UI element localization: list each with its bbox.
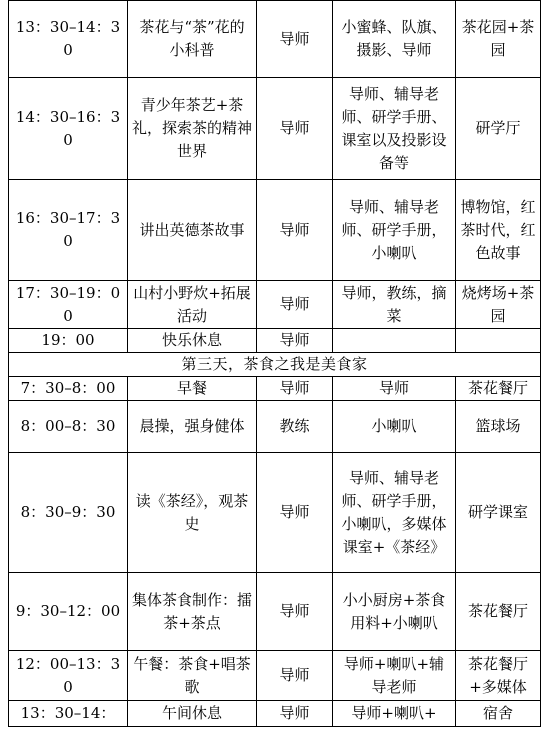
activity-cell: 午间休息: [128, 701, 257, 727]
table-row: [9, 453, 541, 573]
materials-cell: 导师+喇叭+辅导老师: [333, 651, 456, 701]
table-row: [9, 1, 541, 78]
location-cell: 宿舍: [456, 701, 541, 727]
location-cell: 博物馆，红茶时代，红色故事: [456, 180, 541, 281]
table-row: [9, 573, 541, 651]
location-cell: 研学厅: [456, 78, 541, 180]
activity-cell: 集体茶食制作：擂茶+茶点: [128, 573, 257, 651]
time-cell: 8：00–8：30: [9, 401, 128, 453]
materials-cell: 导师、辅导老师、研学手册，小喇叭: [333, 180, 456, 281]
responsible-cell: 导师: [257, 573, 333, 651]
responsible-cell: 导师: [257, 377, 333, 401]
time-cell: 12：00–13：30: [9, 651, 128, 701]
materials-cell: 导师+喇叭+: [333, 701, 456, 727]
activity-cell: 读《茶经》，观茶史: [128, 453, 257, 573]
activity-cell: 午餐：茶食+唱茶歌: [128, 651, 257, 701]
materials-cell: [333, 329, 456, 353]
location-cell: 研学课室: [456, 453, 541, 573]
materials-cell: 导师、辅导老师、研学手册、课室以及投影设备等: [333, 78, 456, 180]
activity-cell: 快乐休息: [128, 329, 257, 353]
responsible-cell: 导师: [257, 78, 333, 180]
location-cell: 茶花餐厅: [456, 573, 541, 651]
location-cell: 茶花餐厅: [456, 377, 541, 401]
materials-cell: 导师: [333, 377, 456, 401]
table-row: [9, 701, 541, 727]
responsible-cell: 导师: [257, 180, 333, 281]
responsible-cell: 教练: [257, 401, 333, 453]
location-cell: 茶花园+茶园: [456, 1, 541, 78]
materials-cell: 小喇叭: [333, 401, 456, 453]
responsible-cell: 导师: [257, 329, 333, 353]
table-row: [9, 180, 541, 281]
table-row: [9, 401, 541, 453]
schedule-table: [8, 0, 541, 727]
table-row: [9, 281, 541, 329]
responsible-cell: 导师: [257, 1, 333, 78]
section-row: [9, 353, 541, 377]
location-cell: 茶花餐厅+多媒体: [456, 651, 541, 701]
table-row: [9, 329, 541, 353]
responsible-cell: 导师: [257, 453, 333, 573]
time-cell: 17：30–19：00: [9, 281, 128, 329]
activity-cell: 早餐: [128, 377, 257, 401]
materials-cell: 导师、辅导老师、研学手册，小喇叭，多媒体课室+《茶经》: [333, 453, 456, 573]
activity-cell: 茶花与“茶”花的小科普: [128, 1, 257, 78]
responsible-cell: 导师: [257, 651, 333, 701]
time-cell: 19：00: [9, 329, 128, 353]
time-cell: 16：30–17：30: [9, 180, 128, 281]
table-row: [9, 377, 541, 401]
section-title: 第三天，茶食之我是美食家: [9, 353, 541, 377]
materials-cell: 小蜜蜂、队旗、摄影、导师: [333, 1, 456, 78]
time-cell: 7：30–8：00: [9, 377, 128, 401]
materials-cell: 小小厨房+茶食用料+小喇叭: [333, 573, 456, 651]
time-cell: 13：30–14：30: [9, 1, 128, 78]
time-cell: 8：30–9：30: [9, 453, 128, 573]
location-cell: [456, 329, 541, 353]
activity-cell: 晨操，强身健体: [128, 401, 257, 453]
responsible-cell: 导师: [257, 701, 333, 727]
time-cell: 9：30–12：00: [9, 573, 128, 651]
responsible-cell: 导师: [257, 281, 333, 329]
location-cell: 烧烤场+茶园: [456, 281, 541, 329]
time-cell: 13：30–14：: [9, 701, 128, 727]
time-cell: 14：30–16：30: [9, 78, 128, 180]
materials-cell: 导师，教练，摘菜: [333, 281, 456, 329]
location-cell: 篮球场: [456, 401, 541, 453]
activity-cell: 青少年茶艺+茶礼，探索茶的精神世界: [128, 78, 257, 180]
table-row: [9, 78, 541, 180]
activity-cell: 山村小野炊+拓展活动: [128, 281, 257, 329]
activity-cell: 讲出英德茶故事: [128, 180, 257, 281]
table-row: [9, 651, 541, 701]
